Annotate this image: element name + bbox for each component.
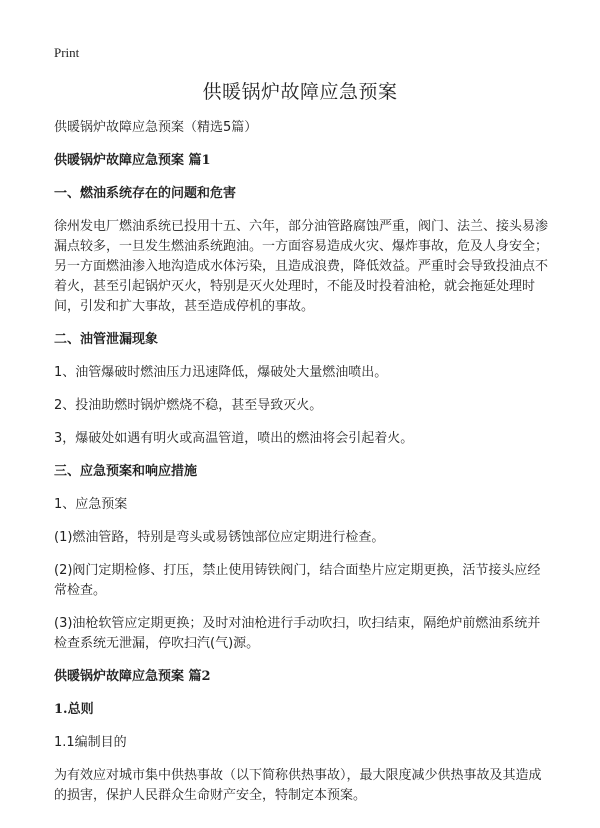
section-heading-fuel-system: 一、燃油系统存在的问题和危害 bbox=[54, 186, 237, 201]
print-link[interactable]: Print bbox=[54, 45, 80, 60]
list-item: (2)阀门定期检修、打压，禁止使用铸铁阀门，结合面垫片应定期更换，活节接头应经常检查。 bbox=[54, 563, 541, 598]
subsection-label: 1.1编制目的 bbox=[54, 735, 127, 750]
list-item: 3，爆破处如遇有明火或高温管道，喷出的燃油将会引起着火。 bbox=[54, 431, 414, 446]
section-heading-emergency-plan: 三、应急预案和响应措施 bbox=[54, 464, 198, 479]
document-body bbox=[54, 118, 550, 819]
section-heading-pipe-leak: 二、油管泄漏现象 bbox=[54, 332, 159, 347]
list-item: 1、油管爆破时燃油压力迅速降低，爆破处大量燃油喷出。 bbox=[54, 365, 388, 380]
document-subtitle: 供暖锅炉故障应急预案（精选5篇） bbox=[54, 120, 258, 135]
list-item: 2、投油助燃时锅炉燃烧不稳，甚至导致灭火。 bbox=[54, 398, 323, 413]
list-item: (3)油枪软管应定期更换；及时对油枪进行手动吹扫，吹扫结束，隔绝炉前燃油系统并检查系统无泄漏，停吹扫汽(气)源。 bbox=[54, 616, 541, 651]
page-title: 供暖锅炉故障应急预案 bbox=[202, 81, 398, 103]
article-1-heading: 供暖锅炉故障应急预案 篇1 bbox=[54, 153, 211, 168]
subsection-label: 1、应急预案 bbox=[54, 497, 128, 512]
list-item: (1)燃油管路，特别是弯头或易锈蚀部位应定期进行检查。 bbox=[54, 530, 385, 545]
article-2-heading: 供暖锅炉故障应急预案 篇2 bbox=[54, 669, 211, 684]
paragraph-purpose: 为有效应对城市集中供热事故（以下简称供热事故），最大限度减少供热事故及其造成的损害，保护人民群众生命财产安全，特制定本预案。 bbox=[54, 768, 542, 803]
paragraph-fuel-system: 徐州发电厂燃油系统已投用十五、六年，部分油管路腐蚀严重，阀门、法兰、接头易渗漏点较多，一旦发生燃油系统跑油。一方面容易造成火灾、爆炸事故，危及人身安全；另一方面燃油渗入地沟造成水体污染，且造成浪费，降低效益。严重时会导致投油点不着火，甚至引起锅炉灭火，特别是灭火处理时，不能及时投着油枪，就会拖延处理时间，引发和扩大事故，甚至造成停机的事故。 bbox=[54, 219, 549, 314]
section-heading-general: 1.总则 bbox=[54, 702, 94, 717]
